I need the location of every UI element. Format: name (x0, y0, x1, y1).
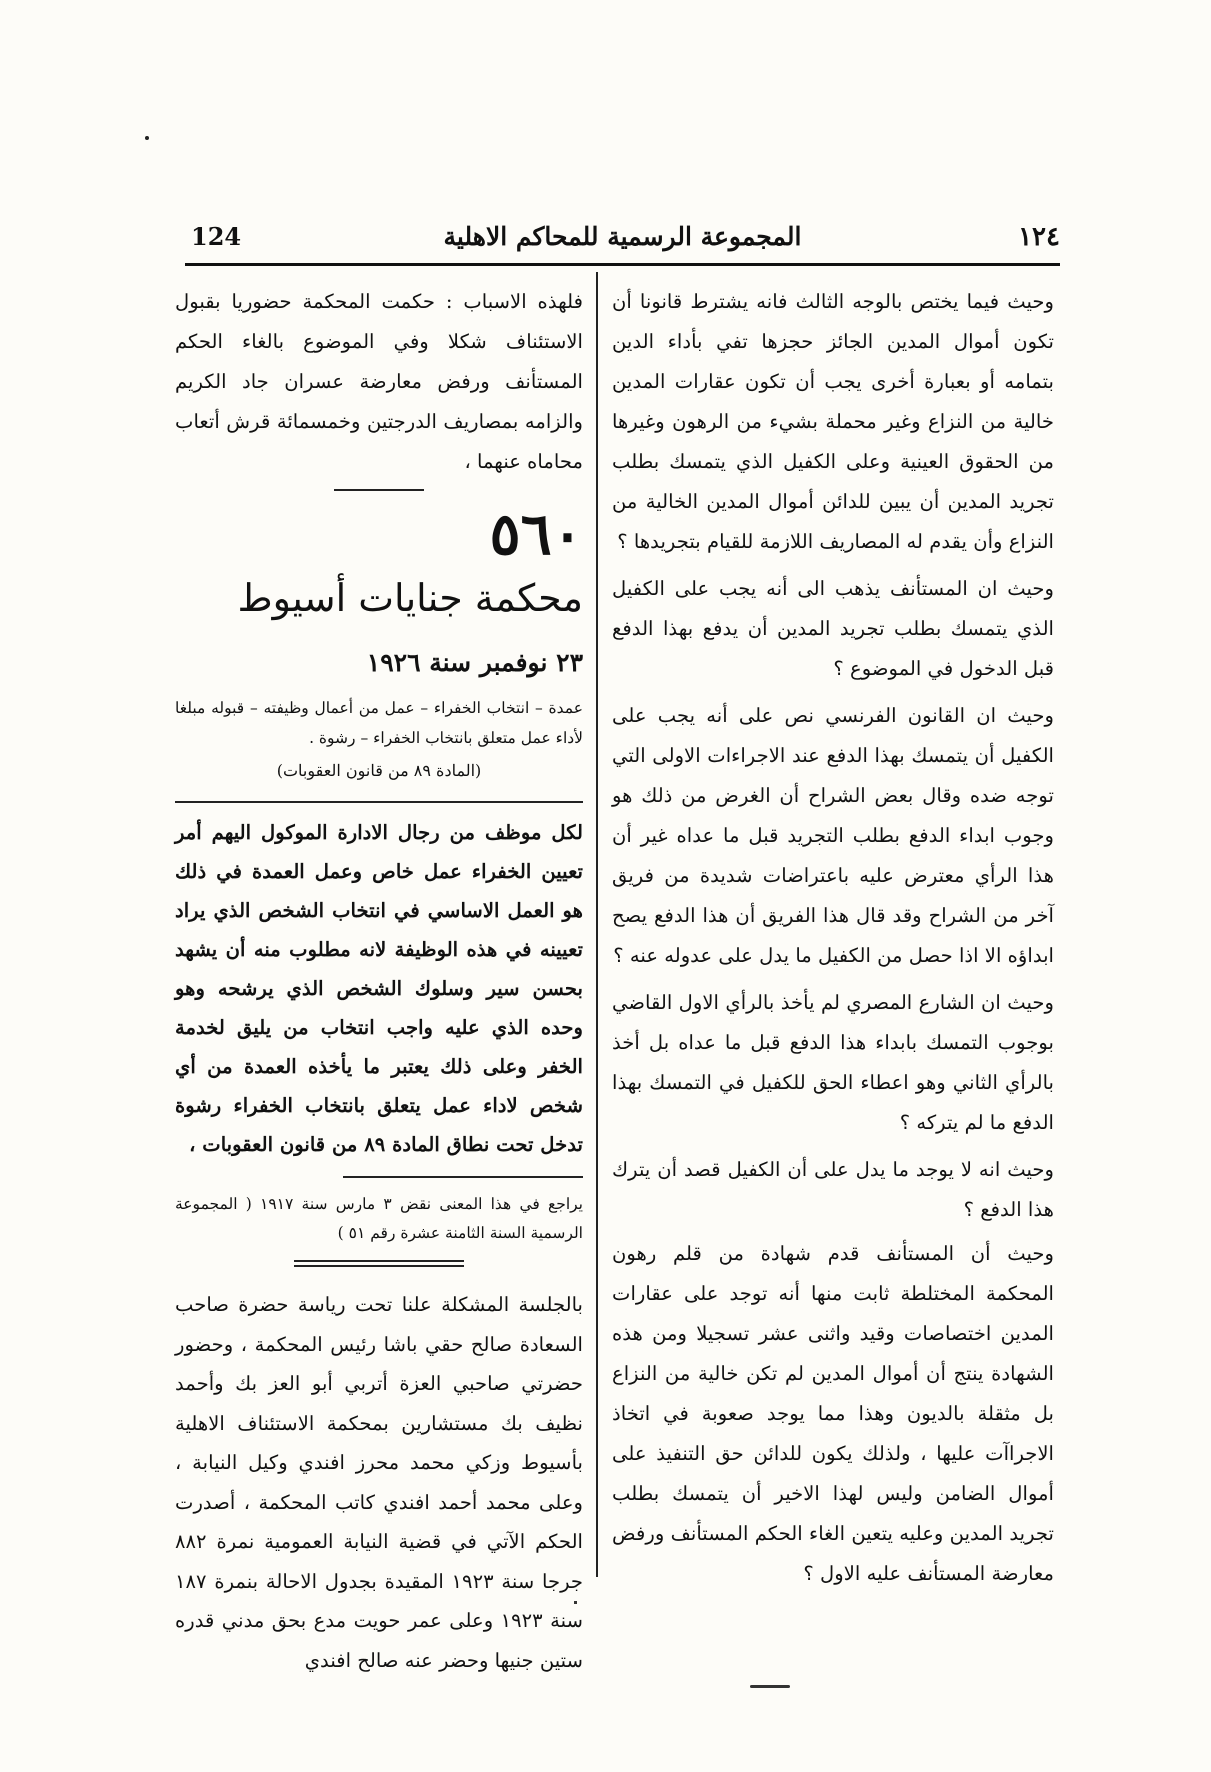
case-number: ٥٦٠ (489, 500, 583, 568)
scan-speck (574, 1601, 577, 1604)
article-reference: (المادة ٨٩ من قانون العقوبات) (276, 761, 482, 780)
scan-speck (145, 136, 149, 140)
court-name: محكمة جنايات أسيوط (237, 576, 583, 620)
paragraph: وحيث ان الشارع المصري لم يأخذ بالرأي الاول القاضي بوجوب التمسك بابداء هذا الدفع قبل ما عداه بل أخذ بالرأي الثاني وهو اعطاء الحق للكفيل في التمسك بهذا الدفع ما لم يتركه ؟ (612, 991, 1054, 1134)
reference-rule (343, 1176, 583, 1178)
paragraph: وحيث أن المستأنف قدم شهادة من قلم رهون المحكمة المختلطة ثابت منها أنه توجد على عقارات المدين اختصاصات وقيد واثنى عشر تسجيلا ومن هذه الشهادة ينتج أن أموال المدين لم تكن خالية من النزاع بل مثقلة بالديون وهذا مما يوجد صعوبة في اتخاذ الاجراآت عليها ، ولذلك يكون للدائن حق التنفيذ على أموال الضامن وليس لهذا الاخير أن يتمسك بطلب تجريد المدين وعليه يتعين الغاء الحكم المستأنف ورفض معارضة المستأنف عليه الاول ؟ (612, 1242, 1054, 1585)
case-keywords: عمدة – انتخاب الخفراء – عمل من أعمال وظيفته – قبوله مبلغا لأداء عمل متعلق بانتخاب الخفراء – رشوة . (175, 699, 583, 747)
session-paragraph: بالجلسة المشكلة علنا تحت رياسة حضرة صاحب السعادة صالح حقي باشا رئيس المحكمة ، وحضور حضرتي صاحبي العزة أتربي أبو العز بك وأحمد نظيف بك مستشارين بمحكمة الاستئناف الاهلية بأسيوط وزكي محمد محرز افندي وكيل النيابة ، وعلى محمد أحمد افندي كاتب المحكمة ، أصدرت الحكم الآتي في قضية النيابة العمومية نمرة ٨٨٢ جرجا سنة ١٩٢٣ المقيدة بجدول الاحالة بنمرة ١٨٧ سنة ١٩٢٣ وعلى عمر حويت مدع بحق مدني قدره ستين جنيها وحضر عنه صالح افندي (175, 1293, 583, 1672)
summary-rule (175, 801, 583, 803)
legal-summary: لكل موظف من رجال الادارة الموكول اليهم أمر تعيين الخفراء عمل خاص وعمل العمدة في ذلك هو العمل الاساسي في انتخاب الشخص الذي يراد تعيينه في هذه الوظيفة لانه مطلوب منه أن يشهد بحسن سير وسلوك الشخص الذي يرشحه وهو وحده الذي عليه واجب انتخاب من يليق لخدمة الخفر وعلى ذلك يعتبر ما يأخذه العمدة من أي شخص لاداء عمل يتعلق بانتخاب الخفراء رشوة تدخل تحت نطاق المادة ٨٩ من قانون العقوبات ، (175, 821, 583, 1156)
case-reference-note: يراجع في هذا المعنى نقض ٣ مارس سنة ١٩١٧ ( المجموعة الرسمية السنة الثامنة عشرة رقم ٥١ ) (175, 1195, 583, 1242)
left-column (175, 282, 583, 1680)
footer-mark (750, 1685, 790, 1688)
paragraph: وحيث ان المستأنف يذهب الى أنه يجب على الكفيل الذي يتمسك بطلب تجريد المدين أن يدفع بهذا الدفع قبل الدخول في الموضوع ؟ (612, 577, 1054, 680)
paragraph: وحيث ان القانون الفرنسي نص على أنه يجب على الكفيل أن يتمسك بهذا الدفع عند الاجراءات الاولى التي توجه ضده وقال بعض الشراح أن الغرض من ذلك هو وجوب ابداء الدفع بطلب التجريد قبل ما عداه غير أن هذا الرأي معترض عليه باعتراضات شديدة من فريق آخر من الشراح وقد قال هذا الفريق أن هذا الدفع يصح ابداؤه الا اذا حصل من الكفيل ما يدل على عدوله عنه ؟ (612, 704, 1054, 967)
paragraph: وحيث انه لا يوجد ما يدل على أن الكفيل قصد أن يترك هذا الدفع ؟ (612, 1158, 1054, 1221)
paragraph: وحيث فيما يختص بالوجه الثالث فانه يشترط قانونا أن تكون أموال المدين الجائز حجزها تفي بأداء الدين بتمامه أو بعبارة أخرى يجب أن تكون عقارات المدين خالية من النزاع وغير محملة بشيء من الرهون وغيرها من الحقوق العينية وعلى الكفيل الذي يتمسك بطلب تجريد المدين أن يبين للدائن أموال المدين الخالية من النزاع وأن يقدم له المصاريف اللازمة للقيام بتجريدها ؟ (612, 290, 1054, 553)
header-rule (185, 263, 1060, 266)
journal-title: المجموعة الرسمية للمحاكم الاهلية (443, 222, 802, 251)
right-column (612, 282, 1054, 1601)
page-number-latin: 124 (191, 222, 242, 251)
case-date: ٢٣ نوفمبر سنة ١٩٢٦ (366, 648, 583, 677)
column-divider (596, 272, 598, 1577)
section-rule (334, 489, 424, 491)
double-rule (294, 1260, 464, 1267)
verdict-paragraph: فلهذه الاسباب : حكمت المحكمة حضوريا بقبول الاستئناف شكلا وفي الموضوع بالغاء الحكم المستأنف ورفض معارضة عسران جاد الكريم والزامه بمصاريف الدرجتين وخمسمائة قرش أتعاب محاماه عنهما ، (175, 290, 583, 473)
page-number-arabic: ١٢٤ (1018, 222, 1060, 252)
page-header (185, 222, 1060, 262)
